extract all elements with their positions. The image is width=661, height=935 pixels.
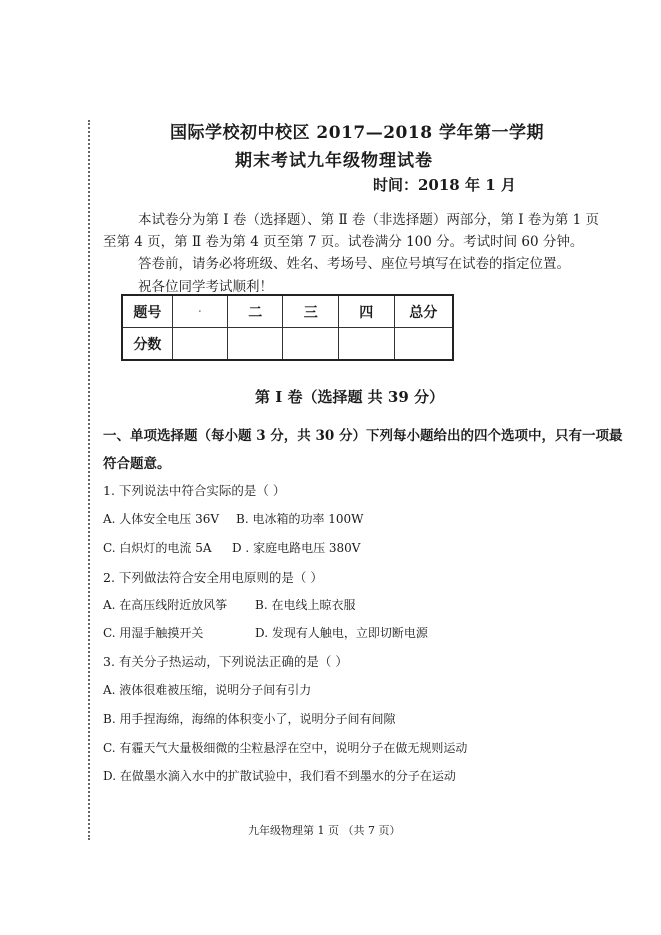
score-input-cell: [339, 328, 395, 361]
question-2-option-a: A. 在高压线附近放风筝: [103, 598, 228, 612]
question-1-option-d: D . 家庭电路电压 380V: [232, 541, 361, 555]
page-footer: 九年级物理第 1 页 （共 7 页）: [248, 824, 401, 837]
score-table-cell: 二: [227, 295, 283, 328]
question-1-option-c: C. 白炽灯的电流 5A: [103, 541, 212, 555]
exam-title: 国际学校初中校区 2017—2018 学年第一学期: [170, 123, 544, 143]
question-stem-3: 3. 有关分子热运动，下列说法正确的是（ ）: [103, 654, 348, 669]
exam-time: 时间：2018 年 1 月: [373, 176, 516, 194]
intro-line-1: 本试卷分为第 Ⅰ 卷（选择题）、第 Ⅱ 卷（非选择题）两部分，第 Ⅰ 卷为第 1 页: [138, 212, 600, 228]
question-2-option-c: C. 用湿手触摸开关: [103, 626, 204, 640]
intro-line-4: 祝各位同学考试顺利！: [138, 279, 273, 295]
score-table-cell: 三: [283, 295, 339, 328]
question-1-option-a: A. 人体安全电压 36V: [103, 512, 220, 526]
score-table-cell: 四: [339, 295, 395, 328]
intro-line-3: 答卷前，请务必将班级、姓名、考场号、座位号填写在试卷的指定位置。: [138, 256, 570, 272]
intro-line-2: 至第 4 页，第 Ⅱ 卷为第 4 页至第 7 页。试卷满分 100 分。考试时间 60 分钟。: [103, 234, 584, 250]
question-stem-2: 2. 下列做法符合安全用电原则的是（ ）: [103, 570, 323, 585]
score-table-cell: 总分: [394, 295, 453, 328]
question-2-option-b: B. 在电线上晾衣服: [255, 598, 356, 612]
score-table-cell: 分数: [122, 328, 172, 361]
score-input-cell: [394, 328, 453, 361]
section-instruction-line-2: 符合题意。: [103, 456, 171, 472]
exam-subtitle: 期末考试九年级物理试卷: [235, 151, 433, 171]
score-input-cell: [283, 328, 339, 361]
question-1-option-b: B. 电冰箱的功率 100W: [236, 512, 364, 526]
question-stem-1: 1. 下列说法中符合实际的是（ ）: [103, 483, 286, 498]
score-input-cell: [227, 328, 283, 361]
binding-margin-line: [88, 120, 90, 840]
score-table-header-row: [122, 295, 453, 328]
score-table: [121, 294, 454, 361]
question-3-option-d: D. 在做墨水滴入水中的扩散试验中，我们看不到墨水的分子在运动: [103, 769, 456, 783]
question-3-option-c: C. 有霾天气大量极细微的尘粒悬浮在空中，说明分子在做无规则运动: [103, 741, 468, 755]
score-table-score-row: [122, 328, 453, 361]
question-2-option-d: D. 发现有人触电，立即切断电源: [255, 626, 428, 640]
question-3-option-b: B. 用手捏海绵，海绵的体积变小了，说明分子间有间隙: [103, 712, 396, 726]
score-table-cell: ·: [172, 295, 227, 328]
section-heading: 第 Ⅰ 卷（选择题 共 39 分）: [255, 388, 445, 406]
score-input-cell: [172, 328, 227, 361]
score-table-cell: 题号: [122, 295, 172, 328]
question-3-option-a: A. 液体很难被压缩，说明分子间有引力: [103, 683, 312, 697]
section-instruction-line-1: 一、单项选择题（每小题 3 分，共 30 分）下列每小题给出的四个选项中，只有一项最: [103, 428, 623, 444]
